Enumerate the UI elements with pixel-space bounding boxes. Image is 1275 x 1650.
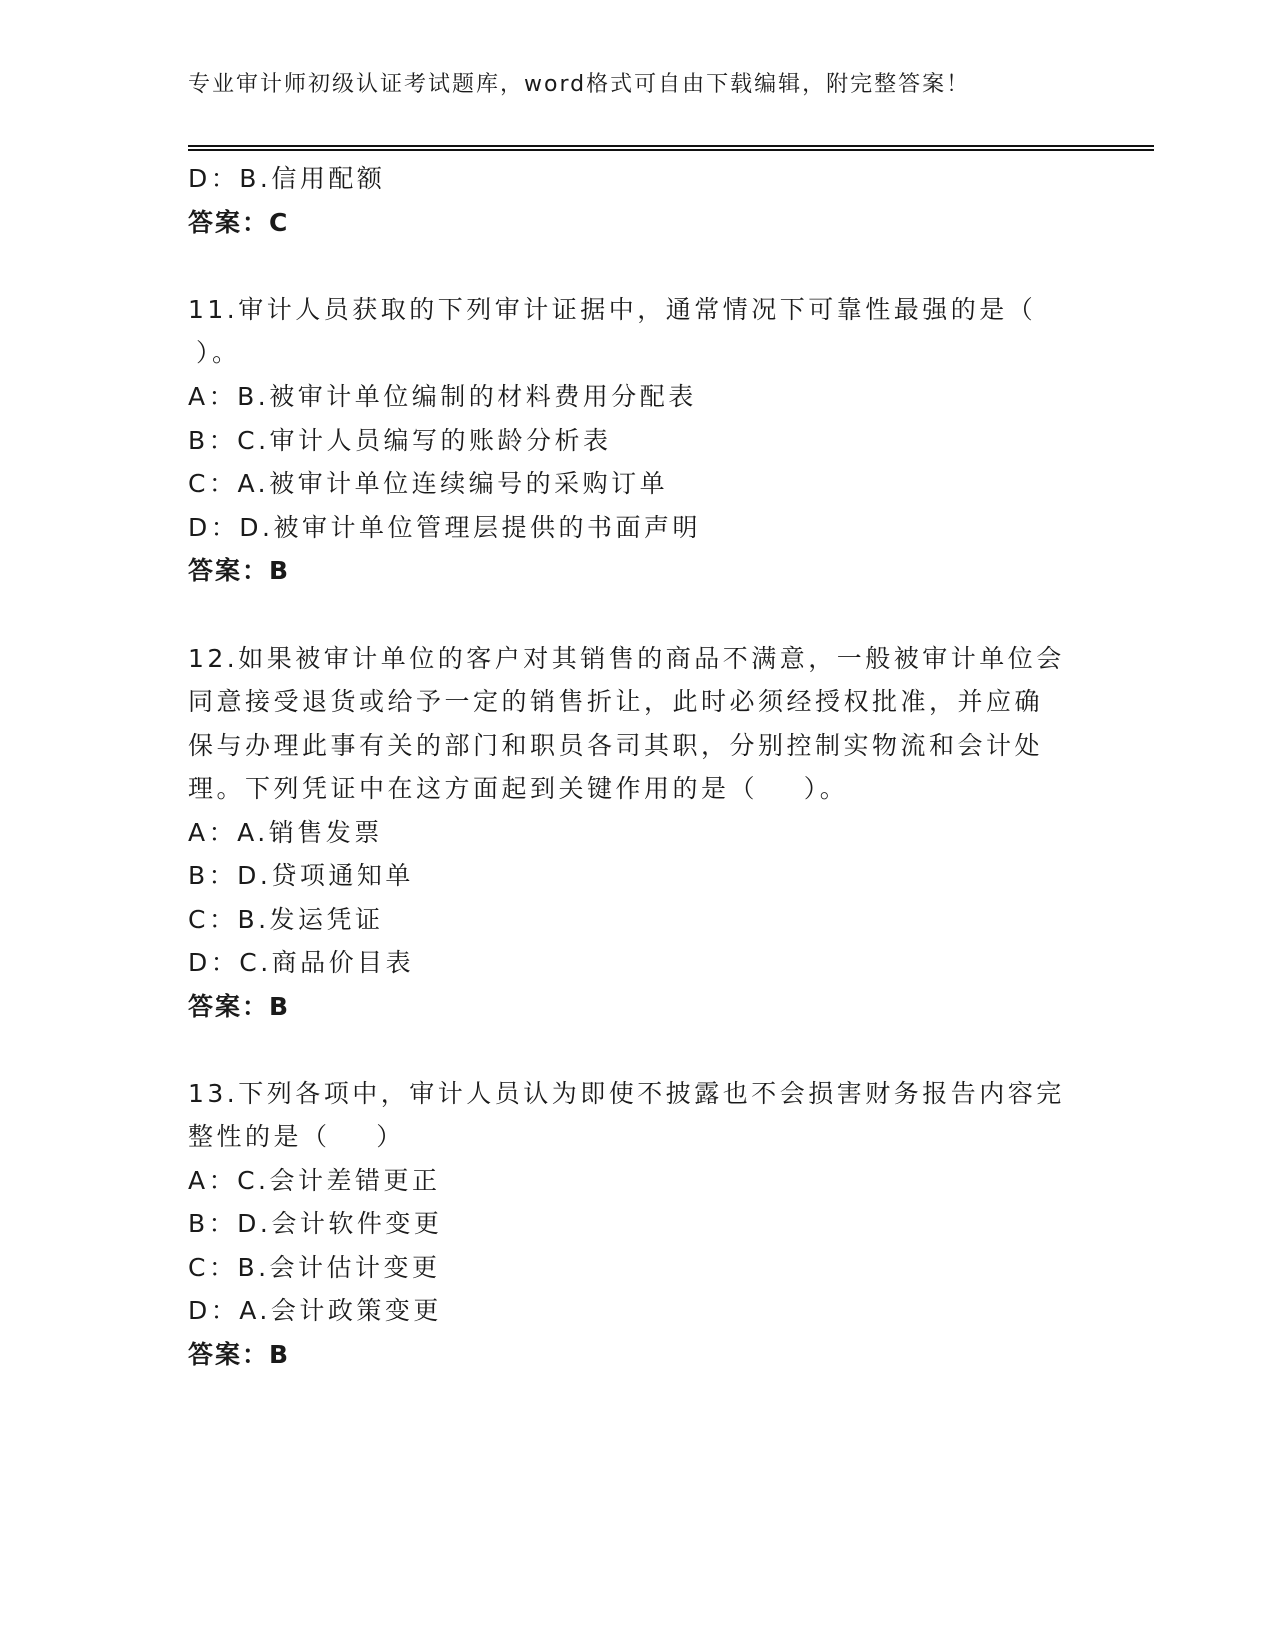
q13-stem-line-1: 13.下列各项中，审计人员认为即使不披露也不会损害财务报告内容完 <box>188 1079 1065 1108</box>
prev-answer: 答案：C <box>188 208 290 237</box>
q13-option-a: A：C.会计差错更正 <box>188 1166 441 1195</box>
q12-option-c: C：B.发运凭证 <box>188 905 384 934</box>
q13-option-c: C：B.会计估计变更 <box>188 1253 441 1282</box>
q13-option-d: D：A.会计政策变更 <box>188 1296 442 1325</box>
q11-answer: 答案：B <box>188 556 291 585</box>
q12-option-b: B：D.贷项通知单 <box>188 861 414 890</box>
q11-stem-line-2: ）。 <box>196 338 241 367</box>
q13-stem-line-2: 整性的是（ ） <box>188 1122 405 1151</box>
q12-stem-line-3: 保与办理此事有关的部门和职员各司其职，分别控制实物流和会计处 <box>188 731 1044 760</box>
prev-option-d: D：B.信用配额 <box>188 164 386 193</box>
q12-stem-line-2: 同意接受退货或给予一定的销售折让，此时必须经授权批准，并应确 <box>188 687 1044 716</box>
q11-option-d: D：D.被审计单位管理层提供的书面声明 <box>188 513 701 542</box>
header-divider <box>188 145 1154 151</box>
q11-stem-line-1: 11.审计人员获取的下列审计证据中，通常情况下可靠性最强的是（ <box>188 295 1037 324</box>
q12-stem-line-4: 理。下列凭证中在这方面起到关键作用的是（ ）。 <box>188 774 849 803</box>
q12-option-a: A：A.销售发票 <box>188 818 383 847</box>
q12-stem-line-1: 12.如果被审计单位的客户对其销售的商品不满意，一般被审计单位会 <box>188 644 1065 673</box>
page-header: 专业审计师初级认证考试题库，word格式可自由下载编辑，附完整答案！ <box>188 72 971 97</box>
q12-answer: 答案：B <box>188 992 291 1021</box>
q11-option-b: B：C.审计人员编写的账龄分析表 <box>188 426 612 455</box>
q11-option-a: A：B.被审计单位编制的材料费用分配表 <box>188 382 697 411</box>
q11-option-c: C：A.被审计单位连续编号的采购订单 <box>188 469 669 498</box>
q13-option-b: B：D.会计软件变更 <box>188 1209 443 1238</box>
q12-option-d: D：C.商品价目表 <box>188 948 415 977</box>
q13-answer: 答案：B <box>188 1340 291 1369</box>
